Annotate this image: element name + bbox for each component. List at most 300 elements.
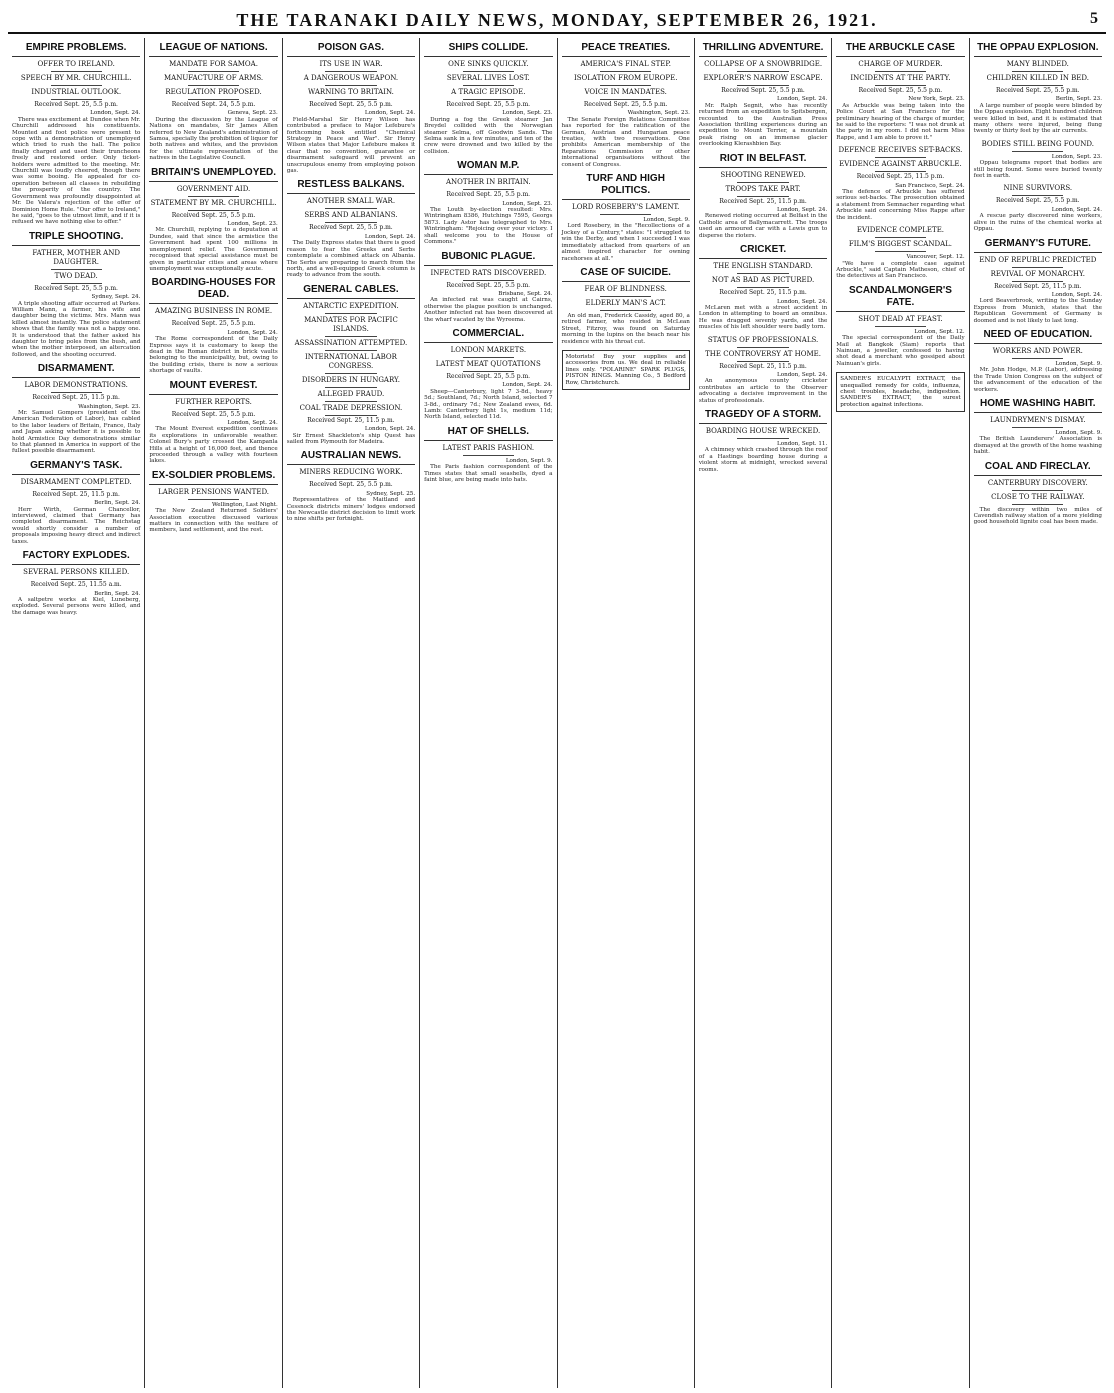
advertisement: Motorists! Buy your supplies and accessories from us. We deal in reliable lines only. "POLARINE" SPARK PLUGS, PISTON RINGS. Manning Co., 5 Bedford Row, Christchurch. bbox=[562, 350, 690, 390]
story-headline: BRITAIN'S UNEMPLOYED. bbox=[149, 167, 277, 182]
divider bbox=[51, 579, 102, 580]
story bbox=[699, 336, 827, 404]
story-headline: EX-SOLDIER PROBLEMS. bbox=[149, 470, 277, 485]
advertisement: SANDER'S EUCALYPTI EXTRACT, the unequalled remedy for colds, influenza, chest troubles, headache, indigestion. SANDER'S EXTRACT, the surest protection against infections. bbox=[836, 372, 964, 412]
received-line: Received Sept. 25, 11.5 p.m. bbox=[856, 173, 945, 181]
divider bbox=[600, 214, 651, 215]
story-body: The special correspondent of the Daily Mail at Bangkok (Siam) reports that Nainuan, a jeweller, confessed to having shot dead a merchant who gossiped about Nainuan's girls. bbox=[836, 335, 965, 367]
divider bbox=[188, 71, 239, 72]
dateline: London, Sept. 9. bbox=[1055, 429, 1102, 436]
divider bbox=[463, 280, 514, 281]
divider bbox=[463, 189, 514, 190]
story-subheading: INCIDENTS AT THE PARTY. bbox=[850, 74, 951, 82]
received-line: Received Sept. 25, 5.5 p.m. bbox=[996, 197, 1080, 205]
dateline: London, Sept. 24. bbox=[777, 207, 828, 214]
divider bbox=[875, 71, 926, 72]
story bbox=[836, 146, 964, 221]
story-headline: NEED OF EDUCATION. bbox=[974, 329, 1102, 344]
story-subheading: DISARMAMENT COMPLETED. bbox=[20, 477, 132, 486]
story-subheading: LORD ROSEBERY'S LAMENT. bbox=[572, 203, 680, 212]
divider bbox=[325, 479, 376, 480]
story bbox=[424, 251, 552, 323]
story-subheading: AMAZING BUSINESS IN ROME. bbox=[155, 307, 273, 316]
divider bbox=[51, 283, 102, 284]
story-subheading: ITS USE IN WAR. bbox=[319, 60, 383, 68]
story-subheading: BODIES STILL BEING FOUND. bbox=[981, 139, 1095, 148]
column-8 bbox=[970, 38, 1106, 1388]
story-headline: LEAGUE OF NATIONS. bbox=[149, 42, 277, 57]
story-body: "We have a complete case against Arbuckle," said Captain Matheson, chief of the detectives at San Francisco. bbox=[836, 260, 965, 280]
column-2 bbox=[145, 38, 282, 1388]
dateline: Berlin, Sept. 24. bbox=[94, 500, 141, 507]
received-line: Received Sept. 25, 5.5 p.m. bbox=[996, 87, 1080, 94]
dateline: London, Sept. 24. bbox=[777, 371, 828, 378]
story-subheading: CLOSE TO THE RAILWAY. bbox=[991, 492, 1085, 501]
dateline: Berlin, Sept. 24. bbox=[94, 590, 141, 597]
dateline: London, Sept. 23. bbox=[1051, 153, 1102, 160]
received-line: Received Sept. 25, 5.5 p.m. bbox=[171, 320, 256, 328]
story-body: An old man, Frederick Cassidy, aged 80, a retired farmer, who resided in McLean Street, Fitzroy, was found on Saturday morning in the lupins on the beach near his residence with his throat cut. bbox=[561, 312, 690, 345]
story-subheading: REGULATION PROPOSED. bbox=[165, 88, 262, 96]
story-headline: COAL AND FIRECLAY. bbox=[974, 461, 1102, 476]
received-line: Received Sept. 25, 5.5 p.m. bbox=[446, 191, 531, 199]
story-headline: MOUNT EVEREST. bbox=[149, 380, 277, 395]
story-body: As Arbuckle was being taken into the Police Court at San Francisco for the preliminary hearing of the charge of murder, he said to the reporters: "I was not drunk at the party in my room. I did not harm Miss Rappe, and I am able to prove it." bbox=[836, 102, 965, 141]
story-subheading: AMERICA'S FINAL STEP. bbox=[580, 60, 671, 68]
divider bbox=[875, 251, 926, 252]
story-body: A large number of people were blinded by the Oppau explosion. Eight hundred children were killed in bed, and it is estimated that many others were injured, being flung twenty or thirty feet by the air currents. bbox=[973, 102, 1102, 135]
story-body: A saltpetre works at Kiel, Luneberg, exploded. Several persons were killed, and the damage was heavy. bbox=[12, 596, 141, 616]
story-body: A chimney which crashed through the roof of a Hastings boarding house during a violent storm at midnight, wrecked several rooms. bbox=[698, 447, 828, 473]
story-body: A triple shooting affair occurred at Parkes. William Mann, a farmer, his wife and daughter being the victims. Mrs. Mann was killed almost instantly. The police statement shows that the family was not a happy one. It is understood that the father asked his daughter to bring poles from the bush, and when the mother interposed, an altercation followed, and the shooting occurred. bbox=[12, 300, 141, 358]
story-body: An anonymous county cricketer contributes an article to the Observer advocating a decisive improvement in the status of professionals. bbox=[698, 378, 828, 404]
story-subheading: REVIVAL OF MONARCHY. bbox=[990, 269, 1085, 278]
story-body: Field-Marshal Sir Henry Wilson has contributed a preface to Major Lefebure's forthcoming book entitled "Chemical Strategy in Peace and War". Sir Henry Wilson states that Major Lefebure makes it clear that no convention, guarantee or disarmament safeguard will prevent an unscrupulous enemy from employing poison gas. bbox=[286, 116, 416, 175]
dateline: London, Sept. 24. bbox=[1051, 291, 1102, 298]
story-body: The New Zealand Returned Soldiers' Association executive discussed various matters in connection with the welfare of members, land settlement, and the rest. bbox=[149, 508, 278, 534]
divider bbox=[1012, 504, 1063, 505]
dateline: London, Sept. 23. bbox=[227, 221, 278, 228]
dateline: London, Sept. 24. bbox=[777, 96, 828, 103]
story-headline: GERMANY'S TASK. bbox=[12, 460, 140, 475]
story-headline: DISARMAMENT. bbox=[12, 363, 140, 378]
divider bbox=[463, 85, 514, 86]
divider bbox=[325, 71, 376, 72]
received-line: Received Sept. 24, 5.5 p.m. bbox=[171, 101, 256, 108]
divider bbox=[737, 438, 788, 439]
story-subheading: MANDATE FOR SAMOA. bbox=[169, 60, 258, 68]
story-body: The Daily Express states that there is good reason to fear the Greeks and Serbs contemplate a combined attack on Albania. The Serbs are preparing to march from the north, and a well-equipped Greek column is ready to advance from the south. bbox=[286, 240, 416, 279]
story bbox=[12, 42, 140, 226]
divider bbox=[51, 85, 102, 86]
received-line: Received Sept. 25, 5.5 p.m. bbox=[34, 101, 118, 108]
story-subheading: END OF REPUBLIC PREDICTED bbox=[979, 255, 1097, 264]
story-body: Lord Beaverbrook, writing to the Sunday Express from Munich, states that the Republican Government of Germany is doomed and is not likely to last long. bbox=[973, 298, 1102, 324]
story-body: Mr. John Hodge, M.P. (Labor), addressing the Trade Union Congress on the subject of the advancement of the education of the workers. bbox=[973, 367, 1102, 393]
dateline: London, Sept. 24. bbox=[364, 426, 416, 433]
story bbox=[149, 470, 277, 534]
story-subheading: TROOPS TAKE PART. bbox=[725, 184, 801, 193]
divider bbox=[600, 71, 651, 72]
divider bbox=[325, 387, 376, 388]
story-subheading: CANTERBURY DISCOVERY. bbox=[987, 478, 1088, 487]
received-line: Received Sept. 25, 5.5 p.m. bbox=[721, 87, 805, 94]
story bbox=[12, 363, 140, 455]
dateline: London, Sept. 24. bbox=[777, 298, 828, 305]
story bbox=[287, 42, 415, 174]
story-headline: POISON GAS. bbox=[287, 42, 415, 57]
story-subheading: WARNING TO BRITAIN. bbox=[308, 88, 394, 96]
divider bbox=[1012, 195, 1063, 196]
story-subheading: ELDERLY MAN'S ACT. bbox=[585, 298, 666, 307]
story-subheading: INFECTED RATS DISCOVERED. bbox=[430, 268, 547, 277]
story-subheading: SPEECH BY MR. CHURCHILL. bbox=[20, 74, 132, 82]
divider bbox=[1012, 85, 1063, 86]
story-body: Sheep—Canterbury, light 7 3-8d., heavy 5d.; Southland, 7d.; North Island, selected 7 3-8d., ordinary 7d.; New Zealand ewes, 6d. Lamb: Canterbury light 1s, medium 11d; North Island, selected 11d. bbox=[424, 388, 553, 421]
story-subheading: MANDATES FOR PACIFIC ISLANDS. bbox=[304, 315, 398, 333]
divider bbox=[51, 99, 102, 100]
story bbox=[974, 329, 1102, 393]
story-subheading: SEVERAL PERSONS KILLED. bbox=[23, 568, 130, 577]
story-headline: TURF AND HIGH POLITICS. bbox=[562, 173, 690, 200]
story-body: Sir Ernest Shackleton's ship Quest has sailed from Plymouth for Madeira. bbox=[286, 432, 416, 445]
story-headline: FACTORY EXPLODES. bbox=[12, 550, 140, 565]
story-subheading: LATEST MEAT QUOTATIONS bbox=[435, 359, 541, 368]
story bbox=[287, 179, 415, 278]
newspaper-columns bbox=[8, 38, 1106, 1388]
story bbox=[699, 409, 827, 473]
divider bbox=[737, 273, 788, 274]
divider bbox=[600, 310, 651, 311]
story-subheading: LAUNDRYMEN'S DISMAY. bbox=[990, 415, 1086, 424]
story-subheading: LARGER PENSIONS WANTED. bbox=[158, 487, 270, 496]
divider bbox=[325, 222, 376, 223]
divider bbox=[600, 296, 651, 297]
divider bbox=[325, 350, 376, 351]
story-body: Mr. Samuel Gompers (president of the American Federation of Labor), has cabled to the labor leaders of Britain, France, Italy and Japan asking whether it is possible to hold Armistice Day demonstrations similar to that planned in America in support of the fullest possible disarmament. bbox=[12, 410, 141, 455]
story-subheading: THE ENGLISH STANDARD. bbox=[713, 262, 813, 271]
story-body: Representatives of the Maitland and Cessnock districts miners' lodges endorsed the Newcastle district decision to limit work to nine shifts per fortnight. bbox=[286, 497, 416, 523]
received-line: Received Sept. 25, 5.5 p.m. bbox=[309, 101, 393, 108]
divider bbox=[600, 85, 651, 86]
story-subheading: LATEST PARIS FASHION. bbox=[442, 443, 535, 452]
story-body: There was excitement at Dundee when Mr. Churchill addressed his constituents. Mounted and foot police were present to cope with a demonstration of unemployed which tried to rush the hall. The police finally charged and used their truncheons freely and restored order. Only ticket-holders were admitted to the meeting. Mr. Churchill was loudly cheered, though there was some booing. He appealed for co-operation between all classes in rebuilding the prosperity of the country. The Government was profoundly disappointed at Mr. De Valera's rejection of the offer of Dominion Home Rule. "Our offer to Ireland," he said, "goes to the utmost limit, and if it is refused we have nothing else to offer." bbox=[12, 116, 141, 226]
divider bbox=[875, 85, 926, 86]
story-body: Mr. Churchill, replying to a deputation at Dundee, said that since the armistice the Government had spent 100 millions in unemployment relief. The Government recognised that special assistance must be given in particular cities and areas where unemployment was exceptionally acute. bbox=[149, 227, 278, 272]
divider bbox=[463, 99, 514, 100]
story bbox=[836, 285, 964, 367]
story-body: Oppau telegrams report that bodies are still being found. Some were buried twenty feet in earth. bbox=[973, 160, 1102, 180]
story bbox=[424, 328, 552, 421]
divider bbox=[737, 85, 788, 86]
received-line: Received Sept. 25, 11.5 p.m. bbox=[994, 282, 1082, 290]
story bbox=[836, 42, 964, 141]
story-subheading: A TRAGIC EPISODE. bbox=[451, 88, 526, 96]
dateline: Vancouver, Sept. 12. bbox=[906, 254, 965, 261]
story bbox=[424, 426, 552, 484]
story bbox=[424, 42, 552, 155]
story-headline: COMMERCIAL. bbox=[424, 328, 552, 343]
story-body: The Louth by-election resulted: Mrs. Wintringham 8386, Hutchings 7595, Georgs 5873. Lady Astor has telegraphed to Mrs. Wintringham: "Rejoicing over your victory. I shall welcome you to the House of Commons." bbox=[424, 207, 553, 246]
dateline: London, Sept. 23. bbox=[502, 200, 553, 207]
divider bbox=[1012, 358, 1063, 359]
story-headline: EMPIRE PROBLEMS. bbox=[12, 42, 140, 57]
divider bbox=[188, 318, 239, 319]
divider bbox=[463, 71, 514, 72]
divider bbox=[188, 210, 239, 211]
story-subheading: DEFENCE RECEIVES SET-BACKS. bbox=[838, 146, 963, 155]
divider bbox=[188, 499, 239, 500]
story-body: The Rome correspondent of the Daily Express says it is customary to keep the dead in the Roman district in brick vaults belonging to the municipality, but, owing to the building crisis, there is now a serious shortage of vaults. bbox=[149, 336, 278, 375]
story bbox=[699, 42, 827, 148]
story-headline: RESTLESS BALKANS. bbox=[287, 179, 415, 194]
dateline: Brisbane, Sept. 24. bbox=[498, 290, 553, 297]
story bbox=[836, 372, 964, 412]
story-body: The Senate Foreign Relations Committee has reported for the ratification of the German, Austrian and Hungarian peace treaties, with two reservations. One prohibits American membership of the Reparations Commission or other international organisations without the consent of Congress. bbox=[561, 116, 690, 168]
divider bbox=[1012, 490, 1063, 491]
story-subheading: LONDON MARKETS. bbox=[450, 345, 527, 354]
dateline: Sydney, Sept. 24. bbox=[91, 294, 141, 301]
divider bbox=[737, 287, 788, 288]
story-subheading: STATUS OF PROFESSIONALS. bbox=[707, 335, 819, 344]
story-body: The Paris fashion correspondent of the Times states that small seashells, dyed a faint blue, are being made into hats. bbox=[424, 464, 553, 483]
received-line: Received Sept. 25, 5.5 p.m. bbox=[171, 410, 256, 418]
story-subheading: GOVERNMENT AID. bbox=[176, 184, 251, 193]
story bbox=[836, 226, 964, 280]
story bbox=[424, 160, 552, 245]
story-headline: HOME WASHING HABIT. bbox=[974, 398, 1102, 413]
divider bbox=[1012, 151, 1063, 152]
story-subheading: CHILDREN KILLED IN BED. bbox=[986, 74, 1090, 82]
story-subheading: ANOTHER SMALL WAR. bbox=[306, 197, 396, 206]
divider bbox=[325, 415, 376, 416]
divider bbox=[875, 326, 926, 327]
dateline: London, Sept. 9. bbox=[1055, 360, 1102, 367]
received-line: Received Sept. 25, 5.5 p.m. bbox=[446, 101, 531, 108]
story bbox=[149, 167, 277, 273]
story-subheading: SEVERAL LIVES LOST. bbox=[446, 74, 530, 82]
story-subheading: SERBS AND ALBANIANS. bbox=[304, 211, 398, 220]
story-subheading: BOARDING HOUSE WRECKED. bbox=[705, 426, 821, 435]
page-number: 5 bbox=[1090, 10, 1100, 27]
received-line: Received Sept. 25, 11.5 p.m. bbox=[32, 394, 120, 402]
story-subheading: DISORDERS IN HUNGARY. bbox=[301, 375, 400, 384]
story bbox=[287, 450, 415, 522]
received-line: Received Sept. 25, 5.5 p.m. bbox=[583, 101, 668, 108]
story-headline: THE ARBUCKLE CASE bbox=[836, 42, 964, 57]
story-headline: CASE OF SUICIDE. bbox=[562, 267, 690, 282]
story-subheading: FEAR OF BLINDNESS. bbox=[584, 284, 667, 293]
story-body: During the discussion by the League of Nations on mandates, Sir James Allen referred to New Zealand's administration of Samoa, specially the prohibition of liquor for both natives and whites, and the provision for the ultimate representation of the natives in the Legislative Council. bbox=[149, 116, 278, 162]
divider bbox=[188, 409, 239, 410]
story-headline: RIOT IN BELFAST. bbox=[699, 153, 827, 168]
story bbox=[12, 231, 140, 358]
story bbox=[562, 173, 690, 262]
column-6 bbox=[695, 38, 832, 1388]
story-subheading: A DANGEROUS WEAPON. bbox=[303, 74, 399, 82]
dateline: San Francisco, Sept. 24. bbox=[895, 182, 965, 189]
story-headline: TRAGEDY OF A STORM. bbox=[699, 409, 827, 424]
story-subheading: SHOOTING RENEWED. bbox=[720, 170, 806, 179]
column-1 bbox=[8, 38, 145, 1388]
story bbox=[974, 184, 1102, 232]
divider bbox=[325, 313, 376, 314]
story-subheading: FATHER, MOTHER AND DAUGHTER. bbox=[32, 248, 120, 266]
story bbox=[974, 140, 1102, 180]
story-subheading: FILM'S BIGGEST SCANDAL. bbox=[848, 240, 953, 249]
received-line: Received Sept. 25, 11.5 p.m. bbox=[32, 490, 120, 498]
divider bbox=[737, 347, 788, 348]
story-subheading: THE CONTROVERSY AT HOME. bbox=[705, 349, 821, 358]
dateline: Washington, Sept. 23. bbox=[627, 110, 690, 117]
column-4 bbox=[420, 38, 557, 1388]
dateline: Berlin, Sept. 23. bbox=[1055, 96, 1102, 103]
story bbox=[287, 284, 415, 446]
divider bbox=[325, 99, 376, 100]
dateline: Washington, Sept. 23. bbox=[78, 403, 141, 410]
masthead bbox=[8, 8, 1106, 34]
story-subheading: ISOLATION FROM EUROPE. bbox=[573, 74, 678, 82]
divider bbox=[51, 392, 102, 393]
received-line: Received Sept. 25, 11.5 p.m. bbox=[719, 289, 807, 297]
story-body: A rescue party discovered nine workers, alive in the ruins of the chemical works at Oppau. bbox=[973, 213, 1102, 233]
story bbox=[699, 244, 827, 330]
story-subheading: EXPLORER'S NARROW ESCAPE. bbox=[703, 74, 823, 82]
story-subheading: WORKERS AND POWER. bbox=[992, 346, 1083, 355]
story bbox=[562, 350, 690, 390]
story-body: McLaren met with a street accident in London in attempting to board an omnibus. He was dragged seventy yards, and the muscles of his left shoulder were badly torn. bbox=[698, 304, 828, 331]
received-line: Received Sept. 25, 5.5 p.m. bbox=[446, 281, 531, 289]
story-body: The Mount Everest expedition continues its explorations in unfavorable weather. Colonel Bury's party crossed the Kampanla Hills at a height of 16,000 feet, and thence proceeded through a valley with fourteen lakes. bbox=[149, 426, 278, 465]
divider bbox=[875, 237, 926, 238]
masthead-title: THE TARANAKI DAILY NEWS, MONDAY, SEPTEMBER 26, 1921. bbox=[236, 9, 878, 30]
story-body: The discovery within two miles of Cavendish railway station of a more yielding good household lignite coal has been made. bbox=[973, 506, 1102, 526]
dateline: London, Sept. 9. bbox=[505, 457, 553, 464]
divider bbox=[1012, 71, 1063, 72]
story-subheading: VOICE IN MANDATES. bbox=[584, 88, 667, 96]
received-line: Received Sept. 25, 11.55 a.m. bbox=[30, 581, 122, 589]
story-headline: TRIPLE SHOOTING. bbox=[12, 231, 140, 246]
divider bbox=[325, 401, 376, 402]
divider bbox=[1012, 267, 1063, 268]
story-subheading: OFFER TO IRELAND. bbox=[37, 60, 115, 68]
story-body: The British Launderers' Association is dismayed at the growth of the home washing habit. bbox=[973, 436, 1102, 456]
story-subheading: ALLEGED FRAUD. bbox=[317, 389, 385, 398]
column-7 bbox=[832, 38, 969, 1388]
divider bbox=[875, 171, 926, 172]
story-subheading: CHARGE OF MURDER. bbox=[858, 60, 943, 68]
story-body: Renewed rioting occurred at Belfast in the Catholic area of Ballymacarrett. The troops used an armoured car with a Lewis gun to disperse the rioters. bbox=[698, 213, 828, 239]
story-subheading: TWO DEAD. bbox=[54, 271, 98, 280]
story-body: Lord Rosebery, in the "Recollections of a Jockey of a Century," states: "I struggled to win the Derby, and when I succeeded I was immediately attacked from quarters of an almost inspired character for owning racehorses at all." bbox=[561, 223, 690, 262]
divider bbox=[325, 208, 376, 209]
divider bbox=[737, 71, 788, 72]
story bbox=[699, 153, 827, 239]
column-5 bbox=[558, 38, 695, 1388]
divider bbox=[1012, 281, 1063, 282]
dateline: London, Sept. 24. bbox=[1051, 206, 1102, 213]
story-subheading: LABOR DEMONSTRATIONS. bbox=[24, 381, 128, 390]
story bbox=[974, 398, 1102, 456]
dateline: London, Sept. 12. bbox=[914, 328, 965, 335]
story-subheading: MANY BLINDED. bbox=[1006, 60, 1069, 68]
divider bbox=[1012, 427, 1063, 428]
divider bbox=[737, 196, 788, 197]
story-subheading: MINERS REDUCING WORK. bbox=[299, 468, 403, 477]
dateline: Wellington, Last Night. bbox=[211, 501, 278, 508]
story-subheading: SHOT DEAD AT FEAST. bbox=[858, 314, 943, 323]
story bbox=[12, 550, 140, 616]
story bbox=[562, 267, 690, 345]
story-subheading: EVIDENCE AGAINST ARBUCKLE. bbox=[839, 160, 962, 169]
story bbox=[12, 460, 140, 545]
story bbox=[149, 380, 277, 465]
story-body: During a fog the Greek steamer Jan Breydel collided with the Norwegian steamer Selma, off Goodwin Sands. The Selma sank in a few minutes, and ten of the crew were drowned and two killed by the collision. bbox=[424, 116, 553, 155]
story-headline: THRILLING ADVENTURE. bbox=[699, 42, 827, 57]
divider bbox=[737, 361, 788, 362]
divider bbox=[463, 357, 514, 358]
story-subheading: ANTARCTIC EXPEDITION. bbox=[303, 301, 399, 310]
story-subheading: ASSASSINATION ATTEMPTED. bbox=[294, 338, 408, 347]
dateline: London, Sept. 24. bbox=[364, 110, 416, 117]
divider bbox=[325, 336, 376, 337]
story-subheading: INDUSTRIAL OUTLOOK. bbox=[31, 88, 122, 96]
story-subheading: NINE SURVIVORS. bbox=[1003, 184, 1073, 193]
divider bbox=[188, 85, 239, 86]
divider bbox=[325, 85, 376, 86]
story-subheading: ONE SINKS QUICKLY. bbox=[448, 60, 529, 68]
story-subheading: MANUFACTURE OF ARMS. bbox=[163, 74, 264, 82]
divider bbox=[51, 71, 102, 72]
story-subheading: EVIDENCE COMPLETE. bbox=[856, 226, 945, 235]
dateline: London, Sept. 24. bbox=[227, 329, 278, 336]
divider bbox=[737, 182, 788, 183]
story bbox=[562, 42, 690, 168]
story-subheading: ANOTHER IN BRITAIN. bbox=[446, 178, 531, 187]
story-subheading: COLLAPSE OF A SNOWBRIDGE. bbox=[704, 60, 823, 68]
story-headline: PEACE TREATIES. bbox=[562, 42, 690, 57]
story-headline: WOMAN M.P. bbox=[424, 160, 552, 175]
story-headline: CRICKET. bbox=[699, 244, 827, 259]
dateline: Sydney, Sept. 25. bbox=[366, 490, 416, 497]
story-subheading: INTERNATIONAL LABOR CONGRESS. bbox=[304, 352, 397, 370]
story-headline: SHIPS COLLIDE. bbox=[424, 42, 552, 57]
dateline: London, Sept. 23. bbox=[502, 110, 553, 117]
story-subheading: STATEMENT BY MR. CHURCHILL. bbox=[150, 198, 277, 207]
received-line: Received Sept. 25, 5.5 p.m. bbox=[309, 481, 393, 489]
story-headline: BOARDING-HOUSES FOR DEAD. bbox=[149, 277, 277, 304]
story bbox=[149, 277, 277, 374]
dateline: London, Sept. 24. bbox=[227, 419, 278, 426]
story-headline: BUBONIC PLAGUE. bbox=[424, 251, 552, 266]
dateline: London, Sept. 24. bbox=[364, 233, 416, 240]
received-line: Received Sept. 25, 11.5 p.m. bbox=[307, 416, 395, 424]
story-headline: GERMANY'S FUTURE. bbox=[974, 238, 1102, 253]
story-body: Herr Wirth, German Chancellor, interviewed, claimed that Germany has completed disarmament. The Reichstag would shortly consider a number of proposals imposing heavy direct and indirect taxes. bbox=[12, 506, 141, 545]
dateline: London, Sept. 24. bbox=[90, 110, 141, 117]
story bbox=[149, 42, 277, 162]
story-subheading: COAL TRADE DEPRESSION. bbox=[299, 403, 403, 412]
received-line: Received Sept. 25, 5.5 p.m. bbox=[171, 211, 256, 219]
column-3 bbox=[283, 38, 420, 1388]
dateline: London, Sept. 24. bbox=[502, 382, 553, 389]
story-headline: SCANDALMONGER'S FATE. bbox=[836, 285, 964, 312]
dateline: Geneva, Sept. 23. bbox=[227, 110, 278, 117]
story-body: The defence of Arbuckle has suffered serious set-backs. The prosecution obtained a statement from Semnacher regarding what Arbuckle said concerning Miss Rappe after the incident. bbox=[836, 189, 965, 221]
story bbox=[974, 238, 1102, 324]
received-line: Received Sept. 25, 11.5 p.m. bbox=[719, 362, 807, 370]
divider bbox=[51, 269, 102, 270]
